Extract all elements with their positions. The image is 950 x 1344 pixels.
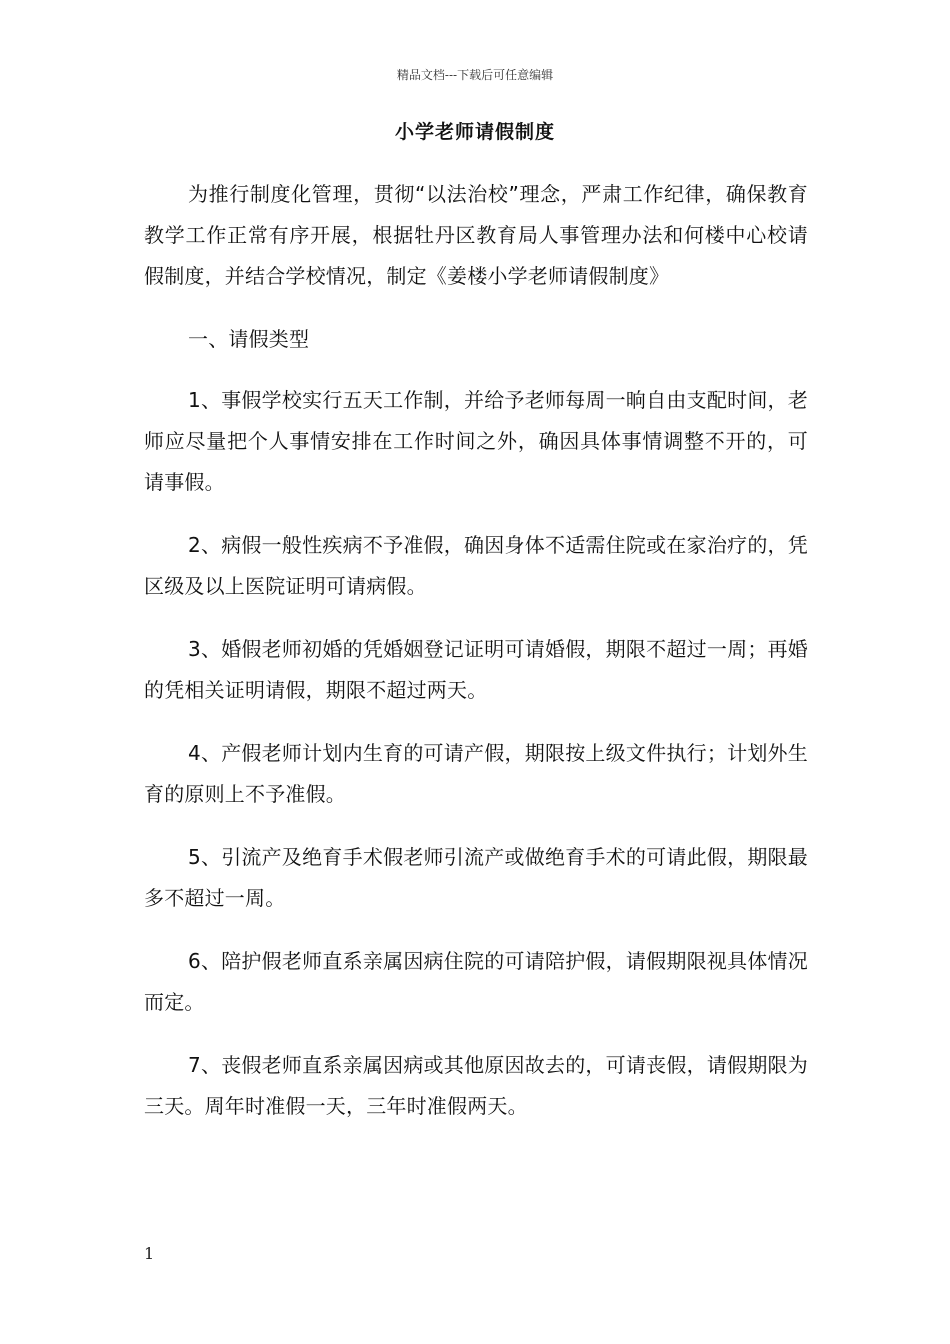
page-number: 1 (144, 1244, 155, 1263)
leave-item-surgery: 5、引流产及绝育手术假老师引流产或做绝育手术的可请此假，期限最多不超过一周。 (144, 845, 808, 910)
leave-item-maternity: 4、产假老师计划内生育的可请产假，期限按上级文件执行；计划外生育的原则上不予准假。 (144, 741, 808, 806)
section-heading-leave-types: 一、请假类型 (188, 327, 310, 351)
leave-item-sick: 2、病假一般性疾病不予准假，确因身体不适需住院或在家治疗的，凭区级及以上医院证明可请病假。 (144, 533, 808, 598)
page-header: 精品文档---下载后可任意编辑 (396, 68, 554, 82)
document-title: 小学老师请假制度 (394, 121, 555, 143)
document-body (144, 174, 808, 1149)
leave-item-marriage: 3、婚假老师初婚的凭婚姻登记证明可请婚假，期限不超过一周；再婚的凭相关证明请假，期限不超过两天。 (144, 637, 808, 702)
intro-paragraph: 为推行制度化管理，贯彻“以法治校”理念，严肃工作纪律，确保教育教学工作正常有序开展，根据牡丹区教育局人事管理办法和何楼中心校请假制度，并结合学校情况，制定《姜楼小学老师请假制度》 (144, 182, 808, 288)
leave-item-caregiving: 6、陪护假老师直系亲属因病住院的可请陪护假，请假期限视具体情况而定。 (144, 949, 808, 1014)
leave-item-personal: 1、事假学校实行五天工作制，并给予老师每周一晌自由支配时间，老师应尽量把个人事情安排在工作时间之外，确因具体事情调整不开的，可请事假。 (144, 388, 808, 494)
leave-item-bereavement: 7、丧假老师直系亲属因病或其他原因故去的，可请丧假，请假期限为三天。周年时准假一天，三年时准假两天。 (144, 1053, 808, 1118)
